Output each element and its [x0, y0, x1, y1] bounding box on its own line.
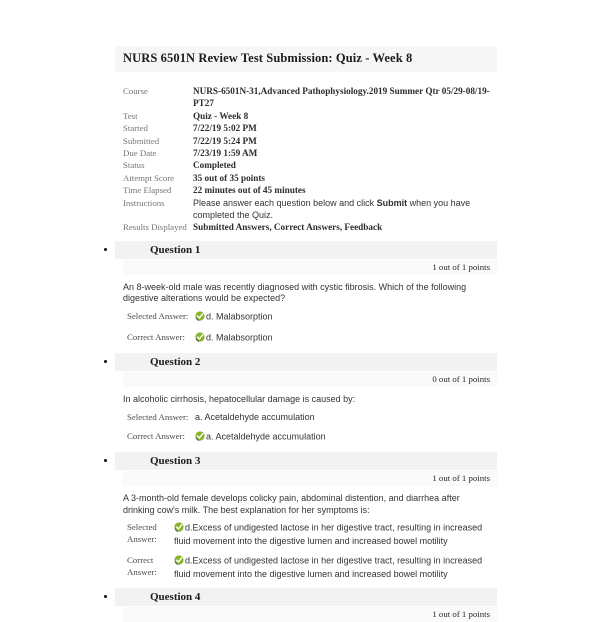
list-bullet-icon	[104, 459, 107, 462]
question-points-row	[123, 372, 497, 387]
answer-value	[195, 332, 497, 346]
question-points-row	[123, 607, 497, 622]
question-header	[115, 452, 497, 470]
answers-table	[127, 311, 497, 346]
answers-table	[127, 412, 497, 445]
meta-row-label: Attempt Score	[123, 172, 175, 183]
meta-row	[123, 147, 491, 159]
question-points: 1 out of 1 points	[432, 608, 490, 619]
meta-row-value: NURS-6501N-31,Advanced Pathophysiology.2019 Summer Qtr 05/29-08/19-PT27	[193, 86, 490, 109]
meta-row	[123, 110, 491, 122]
question-block	[115, 452, 497, 580]
answer-value	[195, 412, 497, 424]
question-header	[115, 353, 497, 371]
check-circle-icon	[174, 555, 184, 569]
answer-text: d. Malabsorption	[206, 311, 273, 322]
answer-row	[127, 522, 497, 547]
check-circle-icon	[195, 311, 205, 325]
answers-table	[127, 522, 497, 580]
answer-row	[127, 555, 497, 580]
answer-text: d.Excess of undigested lactose in her digestive tract, resulting in increased fluid movement into the digestive lumen and increased bowel motility	[174, 522, 483, 546]
answer-row	[127, 332, 497, 346]
answer-value	[195, 311, 497, 325]
meta-row-label: Started	[123, 123, 148, 134]
meta-row-value: 7/23/19 1:59 AM	[193, 148, 258, 159]
list-bullet-icon	[104, 248, 107, 251]
meta-row-label: Due Date	[123, 148, 157, 159]
check-circle-icon	[195, 431, 205, 445]
answer-text: a. Acetaldehyde accumulation	[195, 411, 315, 422]
meta-row-value: 7/22/19 5:24 PM	[193, 135, 257, 146]
meta-row	[123, 135, 491, 147]
meta-row-value: Quiz - Week 8	[193, 110, 249, 121]
meta-row-label: Instructions	[123, 197, 165, 208]
meta-row	[123, 197, 491, 222]
meta-row-value: Submitted Answers, Correct Answers, Feedback	[193, 222, 383, 233]
meta-row	[123, 184, 491, 196]
question-title: Question 2	[150, 356, 201, 369]
meta-row-label: Course	[123, 86, 148, 96]
question-block	[115, 241, 497, 346]
answer-label: Correct Answer:	[127, 430, 185, 441]
question-text: In alcoholic cirrhosis, hepatocellular damage is caused by:	[123, 394, 356, 405]
submission-meta-table	[123, 85, 491, 234]
answer-text: a. Acetaldehyde accumulation	[206, 431, 326, 442]
answer-label: Selected Answer:	[127, 311, 189, 322]
meta-row-label: Submitted	[123, 135, 160, 146]
answer-text: d. Malabsorption	[206, 332, 273, 343]
page-title: NURS 6501N Review Test Submission: Quiz - Week 8	[123, 51, 413, 65]
list-bullet-icon	[104, 360, 107, 363]
question-title: Question 1	[150, 243, 201, 256]
questions-list	[0, 241, 600, 622]
meta-row-label: Results Displayed	[123, 222, 187, 233]
question-points: 0 out of 1 points	[432, 374, 490, 385]
page-title-band	[115, 46, 497, 72]
list-bullet-icon	[104, 595, 107, 598]
question-block	[115, 353, 497, 444]
answer-label: Correct Answer:	[127, 332, 185, 343]
answer-label: Correct Answer:	[127, 554, 157, 577]
question-title: Question 4	[150, 590, 201, 603]
answer-value	[174, 522, 497, 547]
answer-row	[127, 412, 497, 424]
question-title: Question 3	[150, 455, 201, 468]
question-header	[115, 241, 497, 259]
answer-value	[174, 555, 497, 580]
meta-row-value: 22 minutes out of 45 minutes	[193, 185, 306, 196]
question-header	[115, 588, 497, 606]
answer-row	[127, 431, 497, 445]
meta-row	[123, 172, 491, 184]
question-text: A 3-month-old female develops colicky pain, abdominal distention, and diarrhea after drinking cow's milk. The best explanation for her symptoms is:	[123, 493, 460, 515]
answer-value	[195, 431, 497, 445]
meta-row	[123, 85, 491, 110]
question-points-row	[123, 260, 497, 275]
meta-row-label: Status	[123, 160, 145, 171]
question-text: An 8-week-old male was recently diagnosed with cystic fibrosis. Which of the following digestive alterations would be expected?	[123, 281, 467, 304]
question-block	[115, 588, 497, 622]
check-circle-icon	[174, 522, 184, 536]
meta-row	[123, 122, 491, 134]
meta-row-label: Test	[123, 110, 138, 121]
meta-row-value: 35 out of 35 points	[193, 172, 265, 183]
meta-row-value: Completed	[193, 160, 236, 171]
question-points-row	[123, 471, 497, 486]
answer-text: d.Excess of undigested lactose in her digestive tract, resulting in increased fluid movement into the digestive lumen and increased bowel motility	[174, 555, 483, 579]
answer-label: Selected Answer:	[127, 411, 189, 422]
meta-row-label: Time Elapsed	[123, 185, 172, 196]
question-points: 1 out of 1 points	[432, 261, 490, 272]
answer-row	[127, 311, 497, 325]
answer-label: Selected Answer:	[127, 522, 157, 544]
meta-row-value: 7/22/19 5:02 PM	[193, 123, 257, 134]
check-circle-icon	[195, 332, 205, 346]
question-points: 1 out of 1 points	[432, 473, 490, 484]
meta-row	[123, 221, 491, 233]
meta-row	[123, 159, 491, 171]
meta-row-value: Please answer each question below and click Submit when you have completed the Quiz.	[193, 197, 471, 221]
